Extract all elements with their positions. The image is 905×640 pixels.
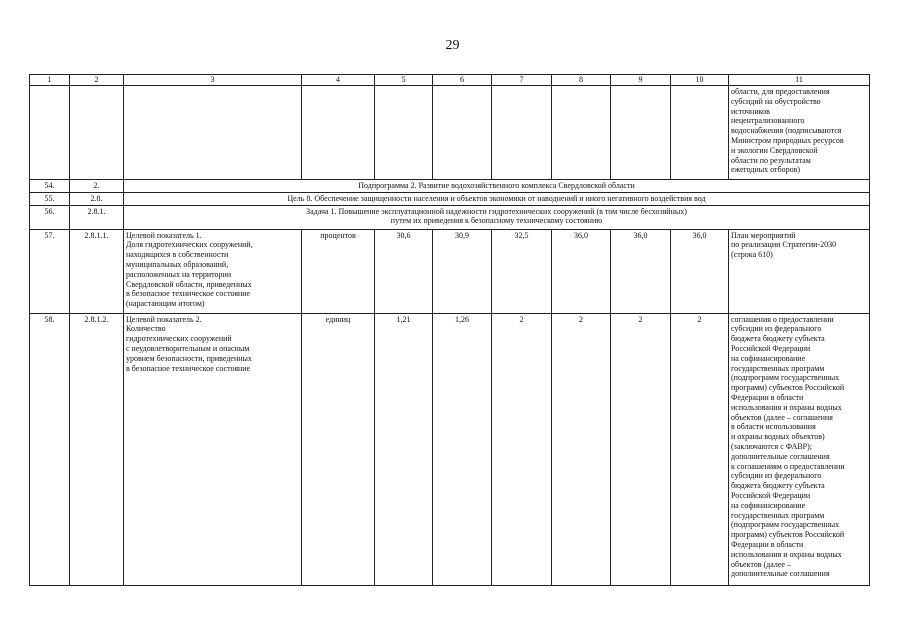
col-header-8: 8 xyxy=(552,75,611,86)
continuation-note: области, для предоставления субсидий на обустройство источников нецентрализованного водоснабжения (подписываются Министром природных ресурсов и экологии Свердловской области по результатам ежегодных отборов) xyxy=(729,86,870,180)
source-note: соглашения о предоставлении субсидии из федерального бюджета бюджету субъекта Российской Федерации на софинансирование государственных программ (подпрограмм государственных программ) субъектов Российской Федерации в области использования и охраны водных объектов (далее – соглашения в области использования и охраны водных объектов) (заключаются с ФАВР); дополнительные соглашения к соглашениям о предоставлении субсидии из федерального бюджета бюджету субъекта Российской Федерации на софинансирование государственных программ (подпрограмм государственных программ) субъектов Российской Федерации в области использования и охраны водных объектов (далее – дополнительные соглашения xyxy=(729,313,870,585)
continuation-row xyxy=(30,86,870,180)
col-header-4: 4 xyxy=(302,75,375,86)
row-number: 55. xyxy=(30,192,70,205)
value-col-9: 2 xyxy=(611,313,671,585)
task-title xyxy=(124,205,870,229)
indicator-name: Целевой показатель 1. Доля гидротехнических сооружений, находящихся в собственности муниципальных образований, расположенных на территории Свердловской области, приведенных в безопасное техническое состояние (нарастающим итогом) xyxy=(124,229,302,313)
subprogram-title: Подпрограмма 2. Развитие водохозяйственного комплекса Свердловской области xyxy=(124,180,870,193)
value-col-10: 36,0 xyxy=(671,229,729,313)
table-row xyxy=(30,229,870,313)
task-title-line-1: Задача 1. Повышение эксплуатационной надежности гидротехнических сооружений (в том числе бесхозяйных) xyxy=(306,206,687,216)
row-number: 54. xyxy=(30,180,70,193)
unit: единиц xyxy=(302,313,375,585)
value-col-10: 2 xyxy=(671,313,729,585)
col-header-3: 3 xyxy=(124,75,302,86)
row-number: 58. xyxy=(30,313,70,585)
table-row xyxy=(30,192,870,205)
task-title-line-2: путем их приведения к безопасному техническому состоянию xyxy=(390,216,603,226)
value-col-5: 30,6 xyxy=(375,229,433,313)
table-row xyxy=(30,313,870,585)
unit: процентов xyxy=(302,229,375,313)
value-col-5: 1,21 xyxy=(375,313,433,585)
row-code: 2.8.1. xyxy=(70,205,124,229)
row-number: 56. xyxy=(30,205,70,229)
row-code: 2.8.1.1. xyxy=(70,229,124,313)
table-row xyxy=(30,180,870,193)
col-header-10: 10 xyxy=(671,75,729,86)
column-number-row xyxy=(30,75,870,86)
value-col-6: 30,9 xyxy=(433,229,492,313)
value-col-9: 36,0 xyxy=(611,229,671,313)
value-col-7: 2 xyxy=(492,313,552,585)
row-code: 2. xyxy=(70,180,124,193)
col-header-7: 7 xyxy=(492,75,552,86)
goal-title: Цель 8. Обеспечение защищенности населения и объектов экономики от наводнений и иного негативного воздействия вод xyxy=(124,192,870,205)
value-col-7: 32,5 xyxy=(492,229,552,313)
page-number: 29 xyxy=(445,38,460,53)
value-col-8: 36,0 xyxy=(552,229,611,313)
indicator-name: Целевой показатель 2. Количество гидротехнических сооружений с неудовлетворительным и опасным уровнем безопасности, приведенных в безопасное техническое состояние xyxy=(124,313,302,585)
source-note: План мероприятий по реализации Стратегии-2030 (строка 610) xyxy=(729,229,870,313)
col-header-6: 6 xyxy=(433,75,492,86)
indicators-table xyxy=(29,74,870,586)
row-code: 2.8. xyxy=(70,192,124,205)
col-header-11: 11 xyxy=(729,75,870,86)
row-number: 57. xyxy=(30,229,70,313)
row-code: 2.8.1.2. xyxy=(70,313,124,585)
table-row xyxy=(30,205,870,229)
value-col-6: 1,26 xyxy=(433,313,492,585)
col-header-9: 9 xyxy=(611,75,671,86)
col-header-1: 1 xyxy=(30,75,70,86)
col-header-5: 5 xyxy=(375,75,433,86)
col-header-2: 2 xyxy=(70,75,124,86)
value-col-8: 2 xyxy=(552,313,611,585)
